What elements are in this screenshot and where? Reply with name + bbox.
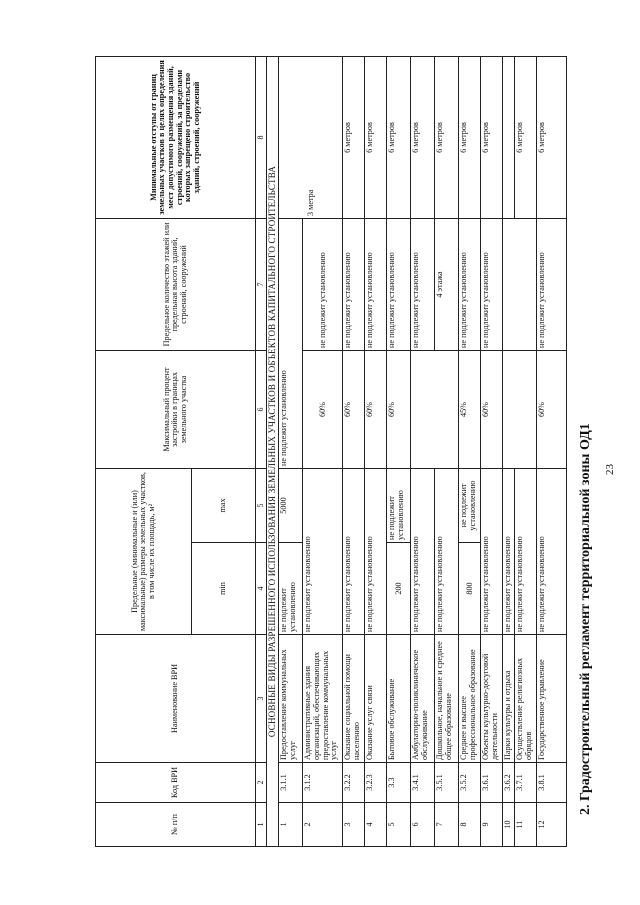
row-name: Предоставление коммунальных услуг (279, 635, 303, 763)
header-setback: Минимальные отступы от границ земельных участков в целях определения мест допустимого размещения зданий, строений, сооружений, за пределами которых запрещено строительство зданий, строений, сооружений (96, 56, 256, 218)
row-min-max: не подлежит установлению (503, 468, 515, 634)
row-floors: не подлежит установлению (387, 218, 411, 350)
table-row (537, 56, 567, 846)
row-name: Осуществление религиозных обрядов (515, 635, 537, 763)
row-code: 3.3 (387, 763, 411, 803)
row-name: Административные здания организаций, обеспечивающих предоставление коммунальных услуг (303, 635, 343, 763)
row-name: Амбулаторно-поликлиническое обслуживание (411, 635, 435, 763)
row-setback: 6 метров (365, 56, 387, 218)
table-row (459, 56, 481, 846)
row-num: 4 (365, 803, 387, 847)
table-row (387, 56, 411, 846)
header-size: Предельные (минимальные и (или) максимальные) размеры земельных участков, в том числе их площадь, м² (96, 468, 192, 634)
table-row (279, 56, 303, 846)
row-percent: 60% (481, 350, 503, 468)
column-number-row (256, 56, 267, 846)
row-code: 3.4.1 (411, 763, 435, 803)
row-percent: 45% (459, 350, 481, 468)
row-floors: не подлежит установлению (459, 218, 481, 350)
row-name: Объекты культурно-досуговой деятельности (481, 635, 503, 763)
row-percent: 60% (537, 350, 567, 468)
header-min: min (192, 543, 256, 635)
row-num: 7 (435, 803, 459, 847)
section-title: ОСНОВНЫЕ ВИДЫ РАЗРЕШЕННОГО ИСПОЛЬЗОВАНИЯ ЗЕМЕЛЬНЫХ УЧАСТКОВ И ОБЪЕКТОВ КАПИТАЛЬНОГО СТРОИТЕЛЬСТВА (267, 56, 279, 846)
row-num: 2 (303, 803, 343, 847)
header-num: № п/п (96, 803, 256, 847)
row-name: Оказание социальной помощи населению (343, 635, 365, 763)
row-name: Парки культуры и отдыха (503, 635, 515, 763)
row-setback: 6 метров (537, 56, 567, 218)
row-min-max: не подлежит установлению (435, 468, 459, 634)
row-setback: 6 метров (515, 56, 537, 218)
row-num: 3 (343, 803, 365, 847)
row-num: 10 (503, 803, 515, 847)
row-max: не подлежит установлению (459, 468, 481, 542)
row-code: 3.8.1 (537, 763, 567, 803)
row-code: 3.6.2 (503, 763, 515, 803)
row-floors: не подлежит установлению (411, 218, 435, 350)
row-num: 11 (515, 803, 537, 847)
col-number-4: 4 (256, 543, 267, 635)
table-row (481, 56, 503, 846)
header-row (96, 56, 192, 846)
row-percent: 60% (303, 350, 343, 468)
row-min-max: не подлежит установлению (365, 468, 387, 634)
col-number-3: 3 (256, 635, 267, 763)
row-setback: 6 метров (343, 56, 365, 218)
col-number-7: 7 (256, 218, 267, 350)
table-row (343, 56, 365, 846)
col-number-1: 1 (256, 803, 267, 847)
row-code: 3.7.1 (515, 763, 537, 803)
row-name: Оказание услуг связи (365, 635, 387, 763)
col-number-2: 2 (256, 763, 267, 803)
row-min: 800 (459, 543, 481, 635)
row-setback: 6 метров (435, 56, 459, 218)
row-percent: 60% (343, 350, 365, 468)
row-num: 12 (537, 803, 567, 847)
row-min-max: не подлежит установлению (515, 468, 537, 634)
row-floors: не подлежит установлению (365, 218, 387, 350)
row-setback: 3 метра (279, 56, 343, 218)
col-number-8: 8 (256, 56, 267, 218)
table-row (503, 56, 515, 846)
col-number-5: 5 (256, 468, 267, 542)
row-min-max: не подлежит установлению (481, 468, 503, 634)
row-num: 9 (481, 803, 503, 847)
row-name: Среднее и высшее профессиональное образование (459, 635, 481, 763)
row-percent-empty (411, 350, 459, 468)
regulation-table (95, 56, 567, 847)
row-num: 8 (459, 803, 481, 847)
header-code: Код ВРИ (96, 763, 256, 803)
row-code: 3.1.1 (279, 763, 303, 803)
row-setback: 6 метров (387, 56, 411, 218)
header-name: Наименование ВРИ (96, 635, 256, 763)
row-code: 3.2.2 (343, 763, 365, 803)
row-percent-empty (503, 350, 537, 468)
header-floors: Предельное количество этажей или предельная высота зданий, строений, сооружений (96, 218, 256, 350)
row-floors: не подлежит установлению (481, 218, 503, 350)
row-name: Государственное управление (537, 635, 567, 763)
row-min-max: не подлежит установлению (411, 468, 435, 634)
row-num: 5 (387, 803, 411, 847)
row-max: 5000 (279, 468, 303, 542)
row-setback: 6 метров (411, 56, 435, 218)
row-code: 3.2.3 (365, 763, 387, 803)
row-code: 3.6.1 (481, 763, 503, 803)
header-max: max (192, 468, 256, 542)
row-min-max: не подлежит установлению (303, 468, 343, 634)
table-row (411, 56, 435, 846)
row-name: Дошкольное, начальное и среднее общее образование (435, 635, 459, 763)
row-setback: 6 метров (459, 56, 481, 218)
row-code: 3.5.1 (435, 763, 459, 803)
header-percent: Максимальный процент застройки в границах земельного участка (96, 350, 256, 468)
row-num: 1 (279, 803, 303, 847)
row-floors: не подлежит установлению (537, 218, 567, 350)
row-floors: не подлежит установлению (343, 218, 365, 350)
row-min-max: не подлежит установлению (343, 468, 365, 634)
row-min: не подлежит установлению (279, 543, 303, 635)
section-row (267, 56, 279, 846)
row-floors-empty (503, 218, 537, 350)
row-percent: 60% (365, 350, 387, 468)
row-min: 200 (387, 543, 411, 635)
row-code: 3.5.2 (459, 763, 481, 803)
row-max: не подлежит установлению (387, 468, 411, 542)
row-name: Бытовое обслуживание (387, 635, 411, 763)
row-percent: 60% (387, 350, 411, 468)
row-setback-empty (503, 56, 515, 218)
row-setback: 6 метров (481, 56, 503, 218)
row-floors: не подлежит установлению (303, 218, 343, 350)
row-num: 6 (411, 803, 435, 847)
row-floors: 4 этажа (435, 218, 459, 350)
col-number-6: 6 (256, 350, 267, 468)
row-min-max: не подлежит установлению (537, 468, 567, 634)
table-row (365, 56, 387, 846)
document-title: 2. Градостроительный регламент территориальной зоны ОД1 (578, 423, 593, 815)
row-code: 3.1.2 (303, 763, 343, 803)
row-percent-floors: не подлежит установлению (279, 218, 303, 468)
page-number: 23 (604, 464, 616, 475)
